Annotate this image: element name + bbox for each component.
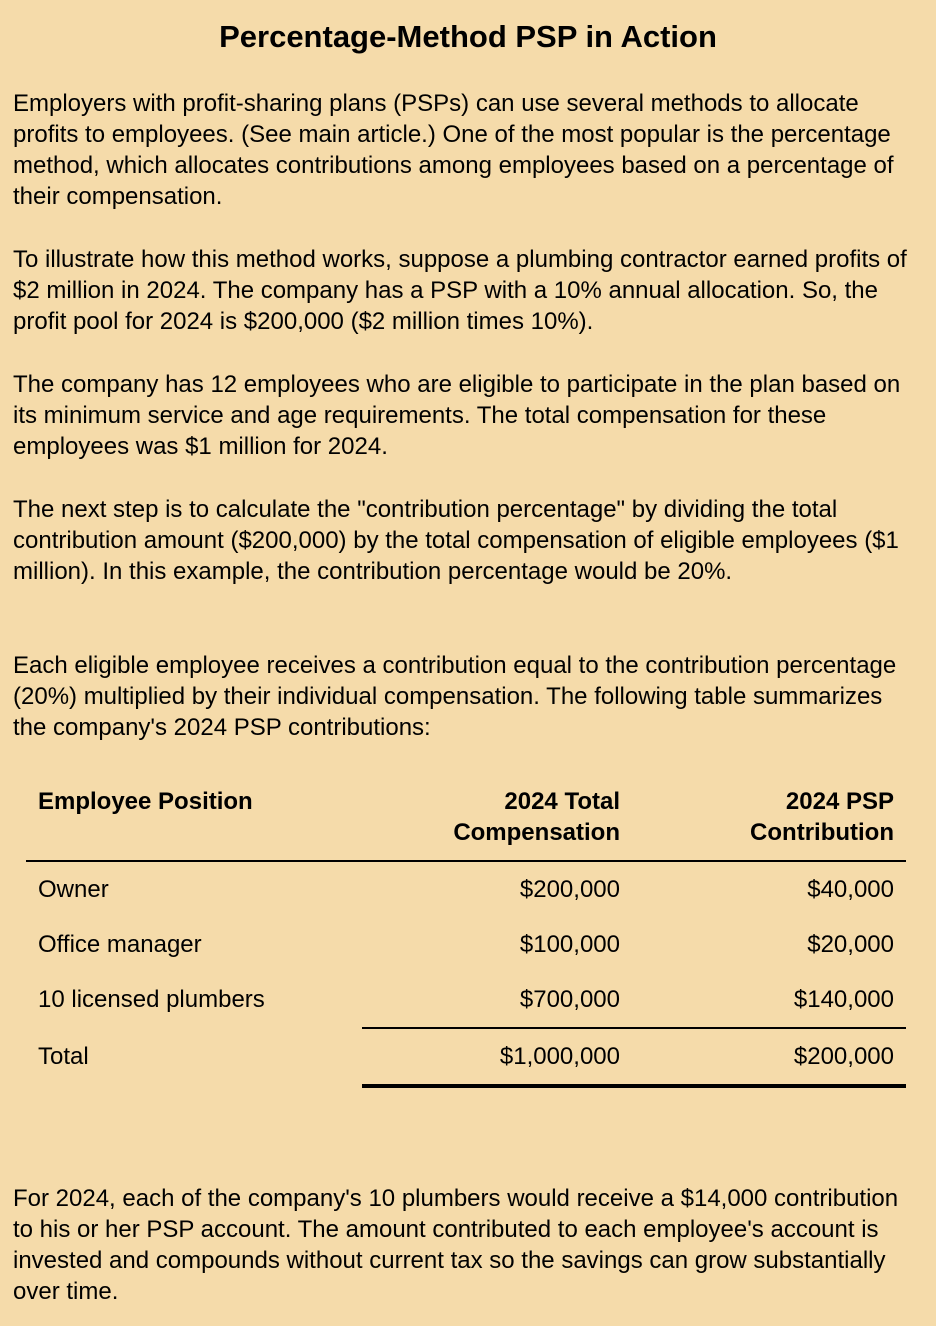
eligibility-paragraph: The company has 12 employees who are eligible to participate in the plan based on its minimum service and age requirements. The total compensation for these employees was $1 million for 2024. xyxy=(13,371,901,460)
total-row-compensation: $1,000,000 xyxy=(499,1043,620,1070)
header-psp-contribution-line2: Contribution xyxy=(750,819,894,846)
table-row-compensation: $100,000 xyxy=(519,931,620,958)
table-row-contribution: $40,000 xyxy=(807,876,894,903)
total-row-label: Total xyxy=(38,1043,89,1070)
header-total-compensation-line1: 2024 Total xyxy=(504,788,620,815)
table-row-contribution: $140,000 xyxy=(793,986,894,1013)
table-row-position: Office manager xyxy=(38,931,202,958)
intro-paragraph: Employers with profit-sharing plans (PSPs) can use several methods to allocate profits to employees. (See main article.) One of the most popular is the percentage method, which allocates contributions among employees based on a percentage of their compensation. xyxy=(13,90,894,210)
table-row-contribution: $20,000 xyxy=(807,931,894,958)
total-double-rule xyxy=(362,1084,906,1088)
header-employee-position: Employee Position xyxy=(38,788,253,815)
closing-paragraph: For 2024, each of the company's 10 plumbers would receive a $14,000 contribution to his or her PSP account. The amount contributed to each employee's account is invested and compounds without current tax so the savings can grow substantially over time. xyxy=(13,1185,899,1305)
table-row-position: 10 licensed plumbers xyxy=(38,986,265,1013)
table-intro-paragraph: Each eligible employee receives a contribution equal to the contribution percentage (20%) multiplied by their individual compensation. The following table summarizes the company's 2024 PSP contributions: xyxy=(13,652,897,741)
table-row-compensation: $700,000 xyxy=(519,986,620,1013)
table-row-compensation: $200,000 xyxy=(519,876,620,903)
subtotal-divider xyxy=(362,1027,906,1029)
table-row-position: Owner xyxy=(38,876,109,903)
total-row-contribution: $200,000 xyxy=(793,1043,894,1070)
page-title: Percentage-Method PSP in Action xyxy=(219,19,717,54)
header-divider xyxy=(26,860,906,862)
header-total-compensation-line2: Compensation xyxy=(453,819,620,846)
header-psp-contribution-line1: 2024 PSP xyxy=(785,788,894,815)
example-paragraph: To illustrate how this method works, suppose a plumbing contractor earned profits of $2 million in 2024. The company has a PSP with a 10% annual allocation. So, the profit pool for 2024 is $200,000 ($2 million times 10%). xyxy=(13,246,907,335)
calculation-paragraph: The next step is to calculate the "contribution percentage" by dividing the total contribution amount ($200,000) by the total compensation of eligible employees ($1 million). In this example, the contribution percentage would be 20%. xyxy=(13,496,899,585)
